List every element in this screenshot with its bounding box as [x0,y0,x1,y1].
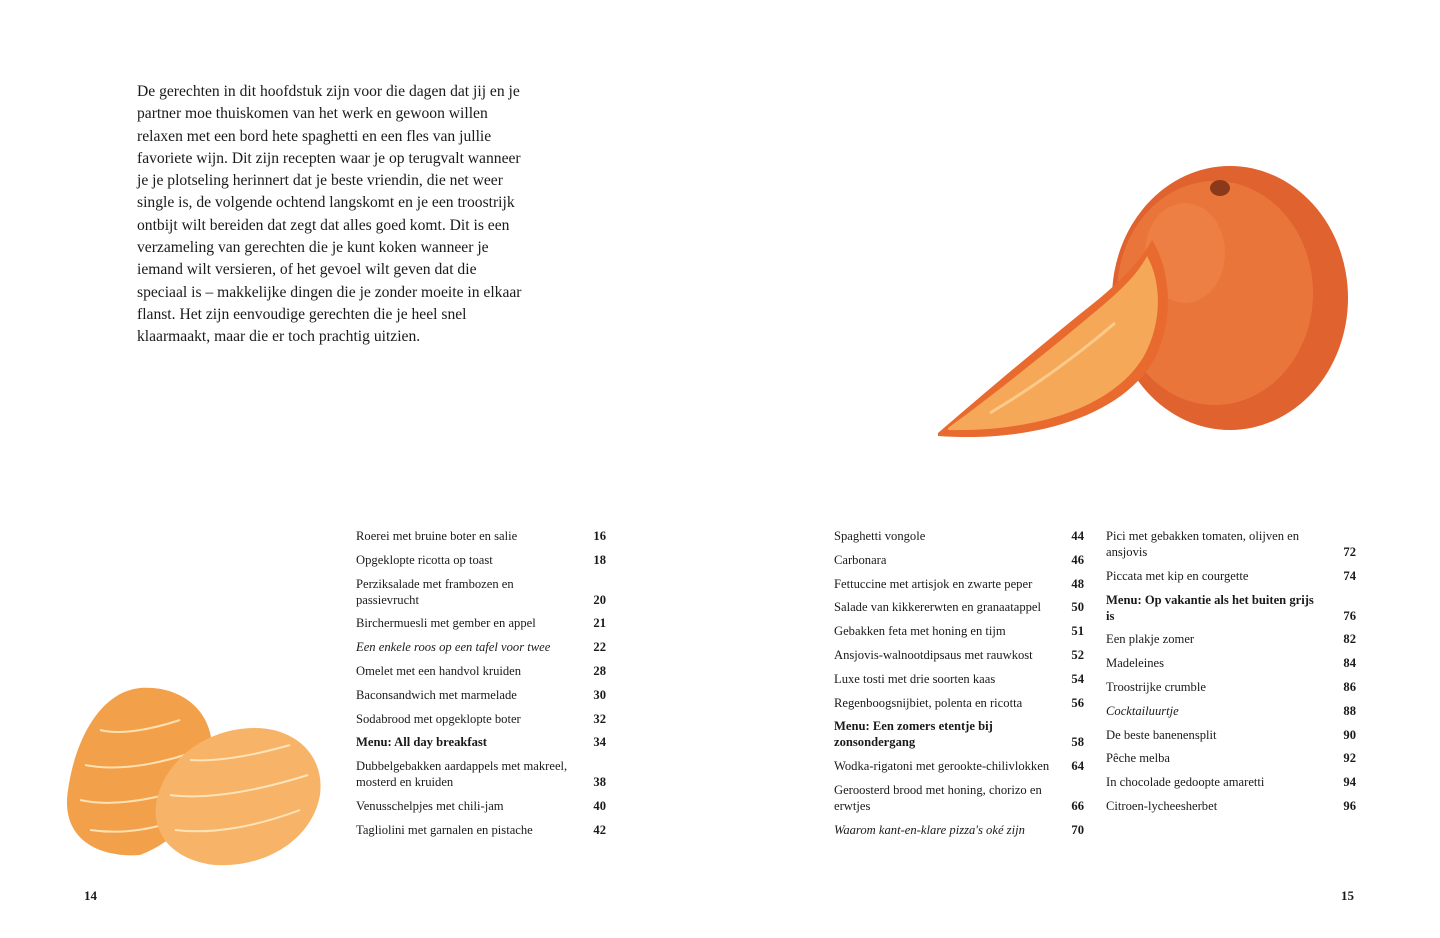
toc-entry-title: Salade van kikkererwten en granaatappel [834,600,1041,615]
toc-entry-title: De beste banenensplit [1106,727,1217,742]
toc-column-1 [356,528,606,846]
toc-entry-title: Perziksalade met frambozen en passievrucht [356,576,514,607]
toc-entry-title: In chocolade gedoopte amaretti [1106,775,1265,790]
toc-entry-page: 34 [593,735,606,750]
toc-entry[interactable] [1106,631,1356,647]
toc-entry-page: 46 [1071,552,1084,567]
toc-entry-page: 22 [593,640,606,655]
page-number-right: 15 [1341,888,1354,903]
toc-entry-title: Sodabrood met opgeklopte boter [356,711,521,726]
toc-entry[interactable] [1106,528,1356,560]
toc-entry-page: 50 [1071,600,1084,615]
toc-entry-page: 58 [1071,735,1084,750]
toc-entry-page: 74 [1343,568,1356,583]
toc-entry-title: Menu: Een zomers etentje bij zonsondergang [834,719,993,750]
toc-column-3 [1106,528,1356,822]
toc-entry[interactable] [834,695,1084,711]
toc-entry-page: 28 [593,663,606,678]
toc-entry-page: 21 [593,616,606,631]
toc-entry-page: 16 [593,529,606,543]
intro-paragraph: De gerechten in dit hoofdstuk zijn voor die dagen dat jij en je partner moe thuiskomen van het werk en gewoon willen relaxen met een bord hete spaghetti en een fles van jullie favoriete wijn. Dit zijn recepten waar je op terugvalt wanneer je je plotseling herinnert dat je beste vriendin, die net weer single is, de volgende ochtend langskomt en je een troostrijk ontbijt wilt bereiden dat zegt dat alles goed komt. Dit is een verzameling van gerechten die je kunt koken wanneer je iemand wilt versieren, of het gevoel wilt geven dat die speciaal is – makkelijke dingen die je zonder moeite in elkaar flanst. Het zijn eenvoudige gerechten die je heel snel klaarmaakt, maar die er toch prachtig uitzien. [137,83,522,346]
toc-column-2 [834,528,1084,846]
toc-entry-page: 76 [1343,608,1356,623]
toc-entry-page: 70 [1071,822,1084,837]
toc-entry-title: Geroosterd brood met honing, chorizo en erwtjes [834,782,1042,813]
toc-entry[interactable] [834,623,1084,639]
toc-entry[interactable] [834,552,1084,568]
toc-entry-title: Carbonara [834,552,887,567]
toc-entry-title: Een plakje zomer [1106,632,1195,647]
toc-entry[interactable] [356,758,606,790]
toc-entry-page: 38 [593,775,606,790]
toc-entry[interactable] [834,671,1084,687]
toc-entry-page: 48 [1071,576,1084,591]
toc-entry-page: 72 [1343,545,1356,559]
toc-entry[interactable] [1106,679,1356,695]
toc-entry-title: Een enkele roos op een tafel voor twee [356,640,551,655]
toc-entry[interactable] [356,552,606,568]
toc-entry[interactable] [1106,798,1356,814]
toc-entry-title: Citroen-lycheesherbet [1106,798,1218,813]
toc-entry-title: Dubbelgebakken aardappels met makreel, mosterd en kruiden [356,759,568,790]
toc-entry-page: 94 [1343,775,1356,790]
toc-entry-title: Waarom kant-en-klare pizza's oké zijn [834,822,1025,837]
toc-entry-page: 20 [593,592,606,607]
toc-entry-title: Troostrijke crumble [1106,679,1206,694]
toc-entry-title: Luxe tosti met drie soorten kaas [834,671,996,686]
toc-entry-title: Fettuccine met artisjok en zwarte peper [834,576,1033,591]
toc-entry-page: 84 [1343,656,1356,671]
toc-entry[interactable] [356,687,606,703]
toc-entry-page: 64 [1071,759,1084,774]
toc-entry-title: Cocktailuurtje [1106,703,1179,718]
toc-entry-title: Wodka-rigatoni met gerookte-chilivlokken [834,759,1050,774]
toc-entry[interactable] [356,528,606,544]
toc-entry[interactable] [834,528,1084,544]
toc-entry-title: Madeleines [1106,656,1165,671]
toc-entry-page: 88 [1343,703,1356,718]
toc-entry-page: 32 [593,711,606,726]
toc-entry-page: 90 [1343,727,1356,742]
madeleines-illustration [40,680,330,870]
toc-entry-title: Opgeklopte ricotta op toast [356,552,493,567]
toc-entry[interactable] [1106,750,1356,766]
toc-entry-title: Gebakken feta met honing en tijm [834,624,1006,639]
toc-entry-page: 44 [1071,529,1084,543]
toc-entry-title: Piccata met kip en courgette [1106,568,1249,583]
toc-entry[interactable] [1106,655,1356,671]
toc-entry[interactable] [1106,703,1356,719]
toc-entry[interactable] [1106,568,1356,584]
toc-entry[interactable] [356,734,606,750]
toc-entry-title: Regenboogsnijbiet, polenta en ricotta [834,695,1023,710]
toc-entry-page: 86 [1343,679,1356,694]
toc-entry-page: 30 [593,687,606,702]
toc-entry[interactable] [834,718,1084,750]
toc-entry[interactable] [356,711,606,727]
toc-entry[interactable] [834,758,1084,774]
toc-entry[interactable] [356,615,606,631]
page-number-left: 14 [84,888,97,903]
toc-entry[interactable] [356,822,606,838]
toc-entry-title: Tagliolini met garnalen en pistache [356,822,533,837]
toc-entry[interactable] [1106,774,1356,790]
toc-entry-page: 40 [593,798,606,813]
toc-entry-page: 66 [1071,798,1084,813]
toc-entry[interactable] [1106,592,1356,624]
toc-entry-page: 54 [1071,671,1084,686]
peach-illustration [930,158,1350,458]
toc-entry[interactable] [356,576,606,608]
toc-entry-page: 42 [593,822,606,837]
toc-entry[interactable] [834,822,1084,838]
toc-entry-page: 96 [1343,798,1356,813]
toc-entry-title: Baconsandwich met marmelade [356,687,517,702]
toc-entry[interactable] [834,647,1084,663]
toc-entry-title: Menu: Op vakantie als het buiten grijs is [1106,592,1314,623]
toc-entry[interactable] [1106,727,1356,743]
toc-entry[interactable] [356,639,606,655]
toc-entry-title: Venusschelpjes met chili-jam [356,798,504,813]
toc-entry-page: 18 [593,552,606,567]
toc-entry-page: 56 [1071,695,1084,710]
toc-entry[interactable] [834,599,1084,615]
toc-entry[interactable] [356,663,606,679]
toc-entry-title: Pici met gebakken tomaten, olijven en ansjovis [1106,529,1300,559]
toc-entry-page: 51 [1071,624,1084,639]
toc-entry[interactable] [834,576,1084,592]
toc-entry-title: Spaghetti vongole [834,529,926,543]
toc-entry-title: Menu: All day breakfast [356,735,487,750]
toc-entry[interactable] [834,782,1084,814]
toc-entry-title: Ansjovis-walnootdipsaus met rauwkost [834,647,1033,662]
toc-entry-page: 82 [1343,632,1356,647]
toc-entry-title: Omelet met een handvol kruiden [356,663,522,678]
toc-entry-title: Roerei met bruine boter en salie [356,529,518,543]
toc-entry-page: 92 [1343,751,1356,766]
toc-entry-title: Pêche melba [1106,751,1170,766]
toc-entry-page: 52 [1071,647,1084,662]
toc-entry[interactable] [356,798,606,814]
toc-entry-title: Birchermuesli met gember en appel [356,616,536,631]
